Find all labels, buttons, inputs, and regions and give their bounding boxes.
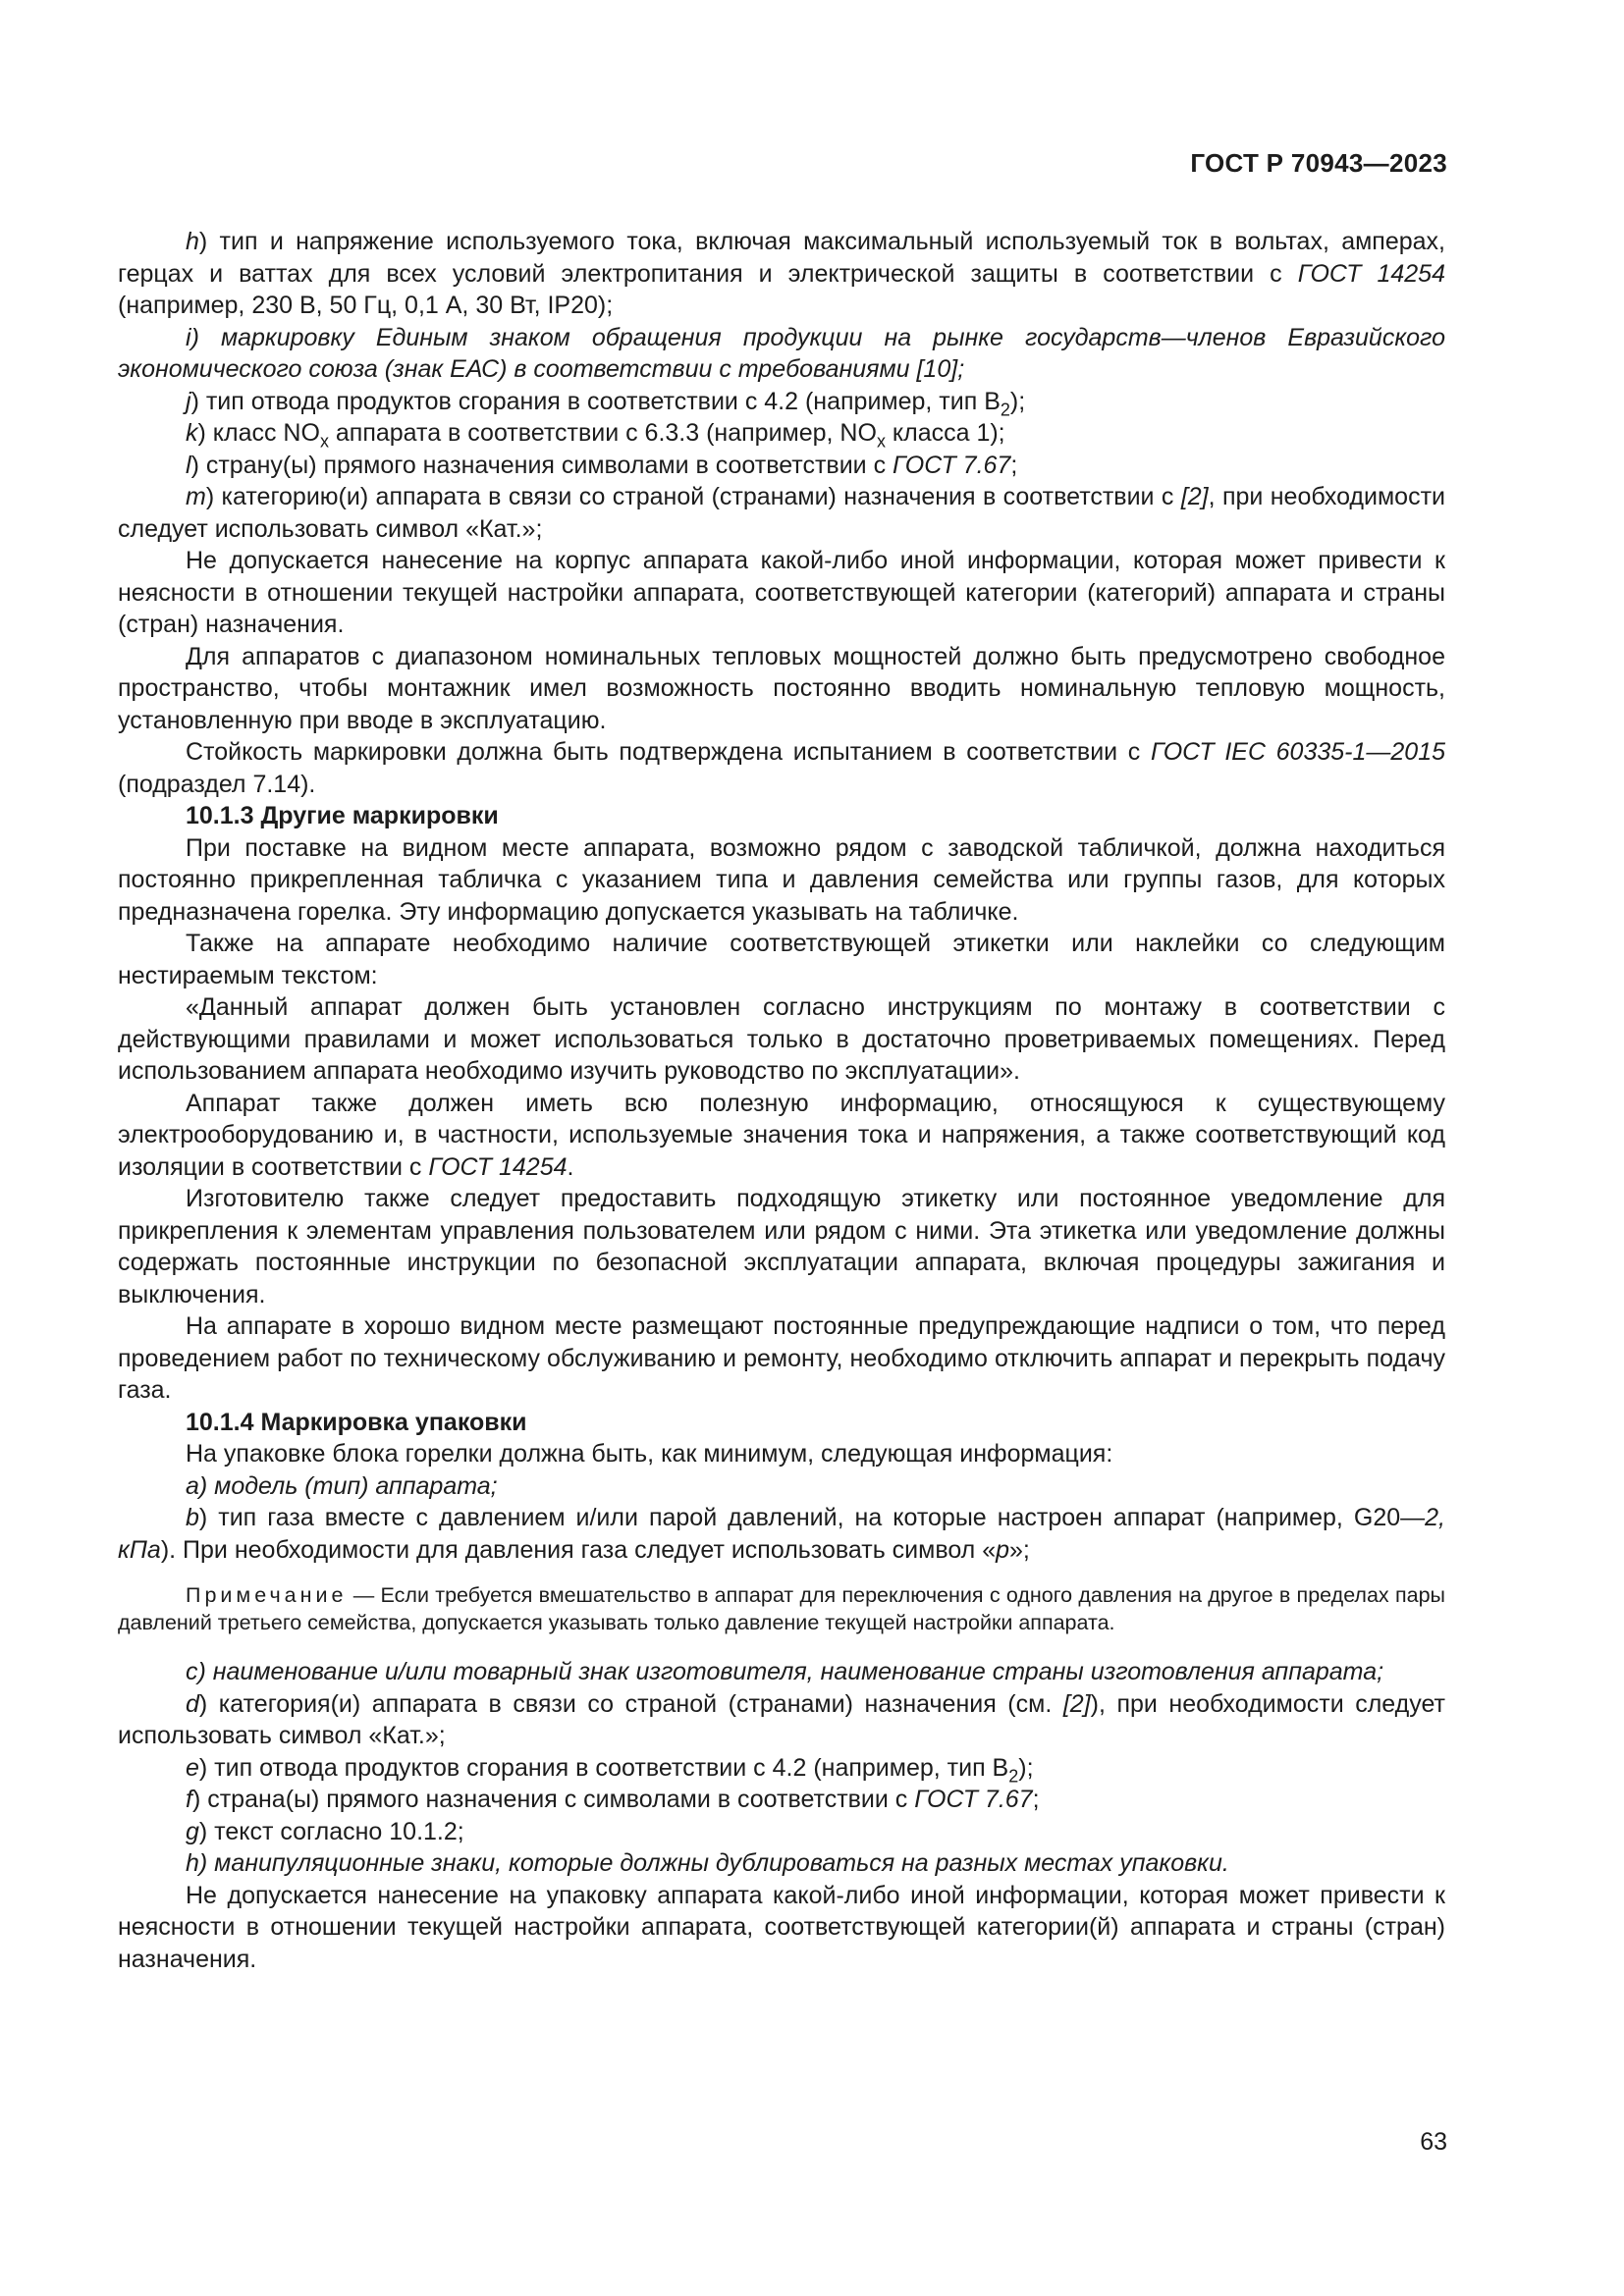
list-item-f: f) страна(ы) прямого назначения с символами в соответствии с ГОСТ 7.67; xyxy=(186,1786,1040,1813)
reference-link: ГОСТ 7.67 xyxy=(893,451,1011,479)
paragraph: Не допускается нанесение на корпус аппарата какой-либо иной информации, которая может привести к неясности в отношении текущей настройки аппарата, соответствующей категории (категорий) аппарата и страны (стран) назначения. xyxy=(118,547,1445,638)
section-heading-10-1-4: 10.1.4 Маркировка упаковки xyxy=(186,1408,527,1436)
reference-link: [2] xyxy=(1062,1689,1091,1718)
list-item-e: е) тип отвода продуктов сгорания в соответствии с 4.2 (например, тип $В_2$); xyxy=(186,1753,1034,1786)
paragraph: Не допускается нанесение на упаковку аппарата какой-либо иной информации, которая может привести к неясности в отношении текущей настройки аппарата, соответствующей категории(й) аппарата и страны (стран) назначения. xyxy=(118,1881,1445,1973)
page-number: 63 xyxy=(1420,2128,1447,2156)
note-label: Примечание xyxy=(186,1583,348,1607)
paragraph: Также на аппарате необходимо наличие соответствующей этикетки или наклейки со следующим нестираемым текстом: xyxy=(118,930,1445,989)
note: Примечание — Если требуется вмешательство в аппарат для переключения с одного давления на другое в пределах пары давлений третьего семейства, допускается указывать только давление текущей настройки аппарата. xyxy=(118,1583,1445,1634)
reference-link: ГОСТ 14254 xyxy=(428,1152,568,1181)
list-item-d: d) категория(и) аппарата в связи со страной (странами) назначения (см. [2]), при необходимости следует использовать символ «Кат.»; xyxy=(118,1689,1445,1749)
list-item-g: g) текст согласно 10.1.2; xyxy=(186,1817,464,1845)
reference-link: ГОСТ 14254 xyxy=(1297,259,1445,288)
paragraph: На упаковке блока горелки должна быть, как минимум, следующая информация: xyxy=(186,1440,1113,1468)
list-item-h: h) тип и напряжение используемого тока, включая максимальный используемый ток в вольтах, амперах, герцах и ваттах для всех условий электропитания и электрической защиты в соответствии с ГОСТ 14254 (например, 230 В, 50 Гц, 0,1 А, 30 Вт, IP20); xyxy=(118,228,1445,319)
document-body xyxy=(118,226,1445,1975)
list-item-b: b) тип газа вместе с давлением и/или парой давлений, на которые настроен аппарат (например, G20—2, кПа). При необходимости для давления газа следует использовать символ «р»; xyxy=(118,1504,1445,1564)
paragraph: Изготовителю также следует предоставить подходящую этикетку или постоянное уведомление для прикрепления к элементам управления пользователем или рядом с ними. Эта этикетка или уведомление должны содержать постоянные инструкции по безопасной эксплуатации аппарата, включая процедуры зажигания и выключения. xyxy=(118,1185,1445,1308)
reference-link: ГОСТ 7.67 xyxy=(914,1786,1033,1813)
list-item-i: i) маркировку Единым знаком обращения продукции на рынке государств—членов Евразийского экономического союза (знак ЕАС) в соответствии с требованиями [10]; xyxy=(118,323,1445,383)
paragraph: Аппарат также должен иметь всю полезную информацию, относящуюся к существующему электрооборудованию и, в частности, используемые значения тока и напряжения, а также соответствующий код изоляции в соответствии с ГОСТ 14254. xyxy=(118,1089,1445,1181)
paragraph: Стойкость маркировки должна быть подтверждена испытанием в соответствии с ГОСТ IEC 60335-1—2015 (подраздел 7.14). xyxy=(118,738,1446,798)
paragraph: При поставке на видном месте аппарата, возможно рядом с заводской табличкой, должна находиться постоянно прикрепленная табличка с указанием типа и давления семейства или группы газов, для которых предназначена горелка. Эту информацию допускается указывать на табличке. xyxy=(118,833,1445,926)
paragraph: На аппарате в хорошо видном месте размещают постоянные предупреждающие надписи о том, что перед проведением работ по техническому обслуживанию и ремонту, необходимо отключить аппарат и перекрыть подачу газа. xyxy=(118,1312,1445,1404)
quoted-paragraph: «Данный аппарат должен быть установлен согласно инструкциям по монтажу в соответствии с действующими правилами и может использоваться только в достаточно проветриваемых помещениях. Перед использованием аппарата необходимо изучить руководство по эксплуатации». xyxy=(118,993,1445,1085)
list-item-a: а) модель (тип) аппарата; xyxy=(186,1471,498,1500)
reference-link: ГОСТ IEC 60335-1—2015 xyxy=(1150,738,1446,766)
document-standard-header: ГОСТ Р 70943—2023 xyxy=(1190,148,1447,178)
list-item-l: l) страну(ы) прямого назначения символами в соответствии с ГОСТ 7.67; xyxy=(186,451,1018,479)
reference-link: [2] xyxy=(1180,483,1209,510)
list-item-k: k) класс $NO_x$ аппарата в соответствии с 6.3.3 (например, $NO_x$ класса 1); xyxy=(186,419,1005,452)
section-heading-10-1-3: 10.1.3 Другие маркировки xyxy=(186,802,499,829)
list-item-h-packaging: h) манипуляционные знаки, которые должны дублироваться на разных местах упаковки. xyxy=(186,1849,1229,1877)
paragraph: Для аппаратов с диапазоном номинальных тепловых мощностей должно быть предусмотрено свободное пространство, чтобы монтажник имел возможность постоянно вводить номинальную тепловую мощность, установленную при вводе в эксплуатацию. xyxy=(118,642,1445,734)
list-item-m: m) категорию(и) аппарата в связи со страной (странами) назначения в соответствии с [2], при необходимости следует использовать символ «Кат.»; xyxy=(118,483,1445,543)
list-item-c: с) наименование и/или товарный знак изготовителя, наименование страны изготовления аппарата; xyxy=(186,1658,1384,1685)
list-item-j: j) тип отвода продуктов сгорания в соответствии с 4.2 (например, тип $В_2$); xyxy=(186,387,1026,419)
